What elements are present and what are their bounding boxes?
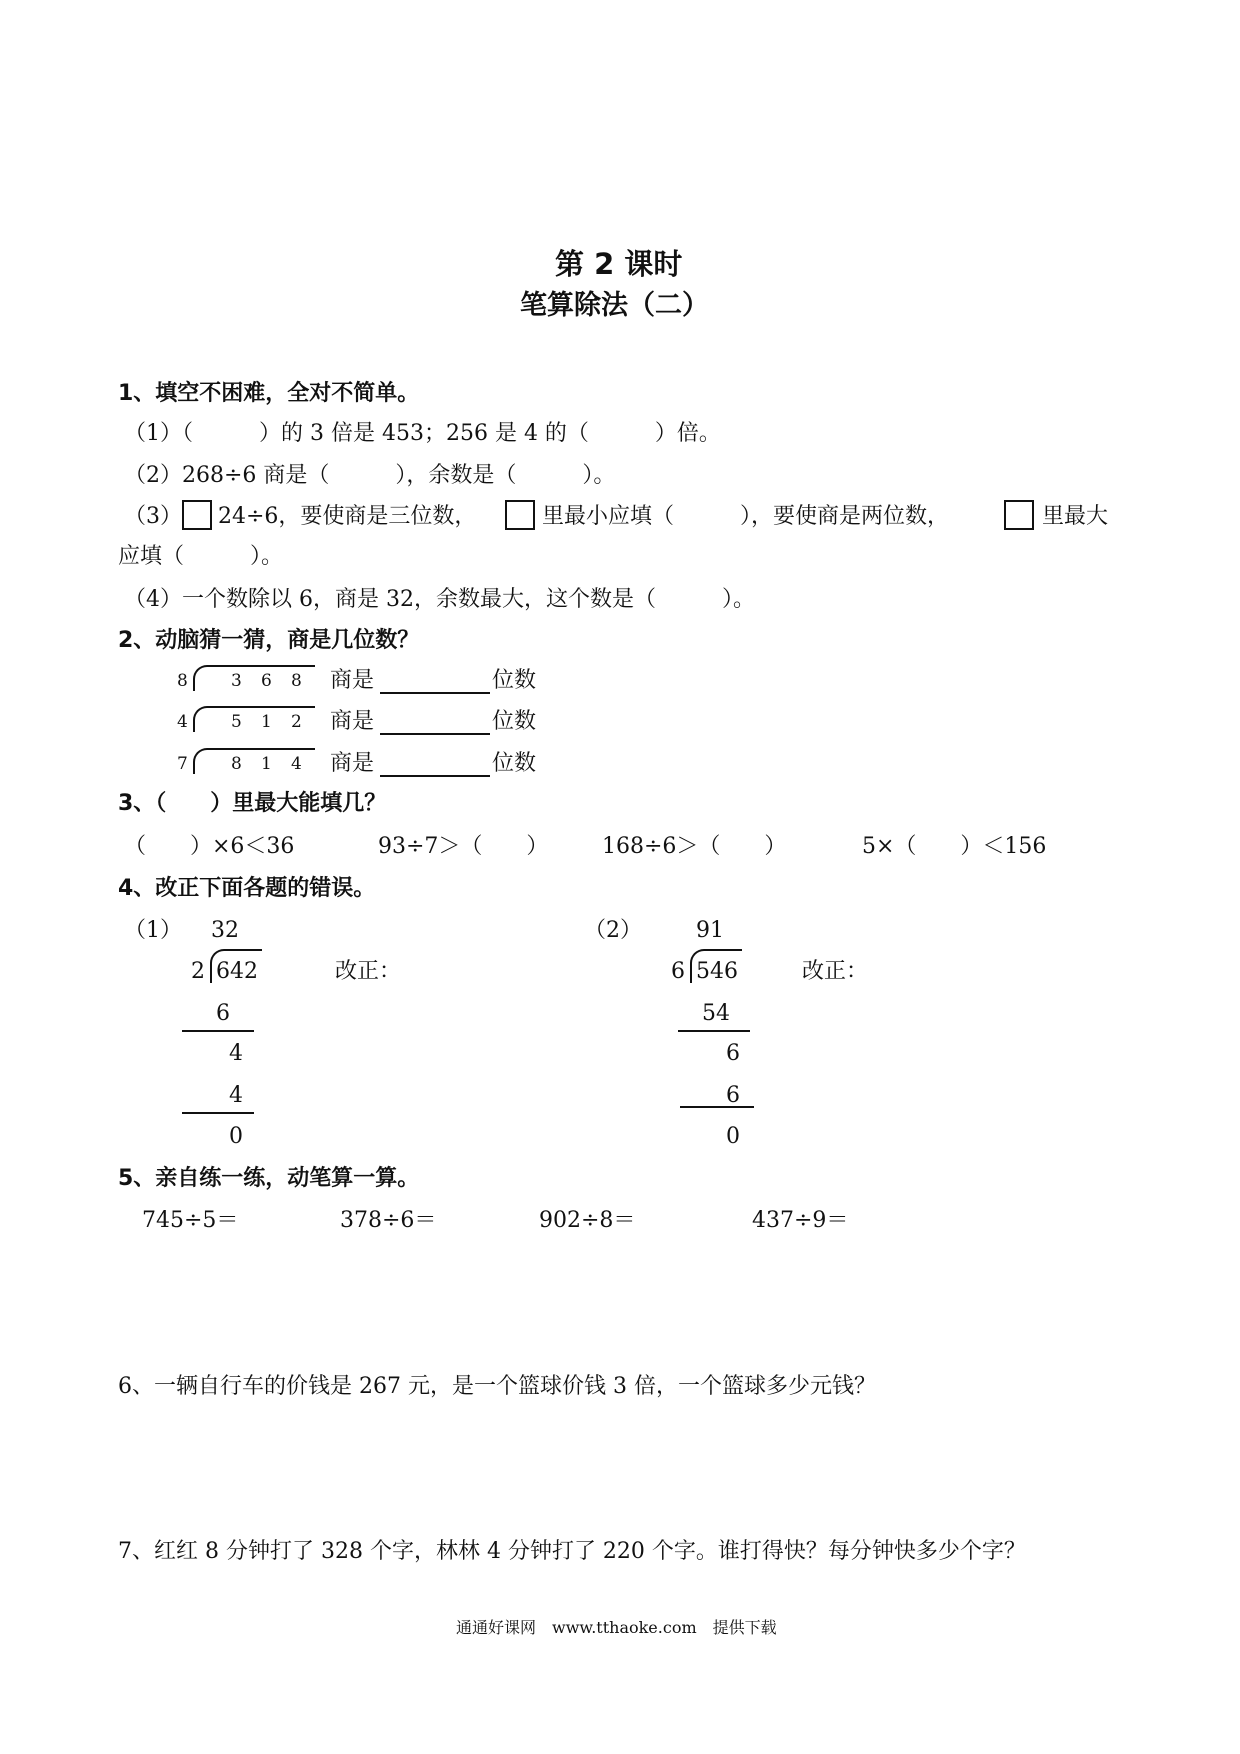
q4-correct-label: 改正： — [335, 959, 402, 984]
q4-dividend: 642 — [216, 959, 258, 984]
q2-quotient-label: 商是 — [330, 668, 375, 693]
q2-divisor: 7 — [177, 754, 188, 774]
q1-part3-label: （3） — [124, 504, 182, 529]
q1-blank-box-1[interactable] — [182, 500, 212, 530]
page-subtitle: 笔算除法（二） — [520, 290, 709, 321]
q3-item: 168÷6＞（ ） — [602, 834, 787, 859]
q2-dividend-digit: 1 — [261, 712, 272, 732]
q3-item: （ ）×6＜36 — [124, 834, 295, 859]
q2-answer-blank[interactable] — [380, 733, 490, 735]
q1-blank-box-2[interactable] — [505, 500, 535, 530]
q4-step: 4 — [229, 1041, 243, 1066]
q2-divisor: 8 — [177, 671, 188, 691]
q6-text: 6、一辆自行车的价钱是 267 元，是一个篮球价钱 3 倍，一个篮球多少元钱？ — [118, 1374, 876, 1399]
q3-item: 5×（ ）＜156 — [862, 834, 1047, 859]
q1-blank-box-3[interactable] — [1004, 500, 1034, 530]
q4-quotient: 91 — [696, 918, 724, 943]
q2-quotient-label: 商是 — [330, 751, 375, 776]
q4-quotient: 32 — [211, 918, 239, 943]
q2-dividend-digit: 6 — [261, 671, 272, 691]
q4-step: 4 — [229, 1083, 243, 1108]
q2-suffix: 位数 — [492, 668, 537, 693]
q4-subtraction-line — [678, 1030, 750, 1032]
q4-subtraction-line — [182, 1112, 254, 1114]
q5-item: 745÷5＝ — [142, 1208, 239, 1233]
q2-dividend-digit: 8 — [231, 754, 242, 774]
q4-step: 6 — [726, 1083, 740, 1108]
q4-step: 6 — [726, 1041, 740, 1066]
page-title: 第 2 课时 — [555, 247, 683, 281]
q2-dividend-digit: 2 — [291, 712, 302, 732]
q4-result: 0 — [726, 1124, 740, 1149]
q3-heading: 3、（ ）里最大能填几？ — [118, 791, 387, 816]
q5-heading: 5、亲自练一练，动笔算一算。 — [118, 1166, 420, 1191]
q2-answer-blank[interactable] — [380, 692, 490, 694]
q1-heading: 1、填空不困难，全对不简单。 — [118, 381, 420, 406]
q4-problem-label: （1） — [124, 918, 182, 943]
q5-item: 902÷8＝ — [539, 1208, 636, 1233]
q4-divisor: 6 — [671, 959, 685, 984]
q2-heading: 2、动脑猜一猜，商是几位数？ — [118, 628, 420, 653]
q2-divisor: 4 — [177, 712, 188, 732]
q4-divisor: 2 — [191, 959, 205, 984]
q1-part4: （4）一个数除以 6，商是 32，余数最大，这个数是（ ）。 — [124, 587, 755, 612]
q4-correct-label: 改正： — [802, 959, 869, 984]
q4-result: 0 — [229, 1124, 243, 1149]
q4-step: 54 — [702, 1001, 730, 1026]
q4-dividend: 546 — [696, 959, 738, 984]
q5-item: 437÷9＝ — [752, 1208, 849, 1233]
q2-dividend-digit: 4 — [291, 754, 302, 774]
q2-dividend-digit: 1 — [261, 754, 272, 774]
q2-dividend-digit: 8 — [291, 671, 302, 691]
q4-heading: 4、改正下面各题的错误。 — [118, 876, 376, 901]
q1-part3-line2: 应填（ ）。 — [118, 544, 284, 569]
q2-suffix: 位数 — [492, 709, 537, 734]
q2-dividend-digit: 5 — [231, 712, 242, 732]
q4-subtraction-line — [680, 1106, 754, 1108]
q2-dividend-digit: 3 — [231, 671, 242, 691]
q7-text: 7、红红 8 分钟打了 328 个字，林林 4 分钟打了 220 个字。谁打得快？每分钟快多少个字？ — [118, 1539, 1026, 1564]
q1-part3-text-c: 里最大 — [1042, 504, 1109, 529]
page-footer: 通通好课网 www.tthaoke.com 提供下载 — [456, 1618, 777, 1637]
q4-step: 6 — [216, 1001, 230, 1026]
q2-suffix: 位数 — [492, 751, 537, 776]
q1-part3-text-a: 24÷6，要使商是三位数， — [218, 504, 477, 529]
q4-problem-label: （2） — [584, 918, 642, 943]
q4-subtraction-line — [182, 1030, 254, 1032]
q5-item: 378÷6＝ — [340, 1208, 437, 1233]
q2-quotient-label: 商是 — [330, 709, 375, 734]
q1-part3-text-b: 里最小应填（ ），要使商是两位数， — [542, 504, 950, 529]
q1-part1: （1）（ ）的 3 倍是 453；256 是 4 的（ ）倍。 — [124, 421, 721, 446]
q1-part2: （2）268÷6 商是（ ），余数是（ ）。 — [124, 463, 616, 488]
q2-answer-blank[interactable] — [380, 775, 490, 777]
q3-item: 93÷7＞（ ） — [378, 834, 549, 859]
